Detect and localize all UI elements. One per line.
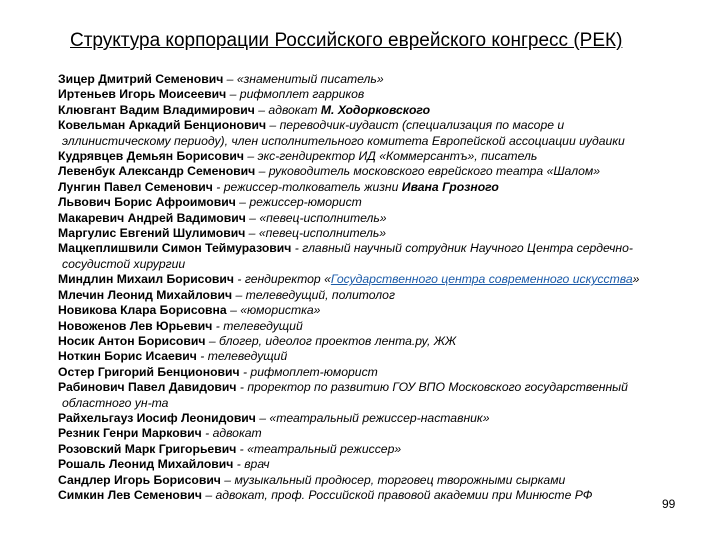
person-description: - «театральный режиссер» bbox=[236, 441, 402, 456]
list-item bbox=[58, 272, 664, 287]
person-description: – музыкальный продюсер, торговец творожными сырками bbox=[220, 472, 566, 487]
person-name: Ноткин Борис Исаевич bbox=[58, 349, 197, 364]
list-item bbox=[58, 211, 664, 226]
description-suffix: » bbox=[632, 272, 640, 287]
person-name: Маргулис Евгений Шулимович bbox=[58, 226, 246, 241]
page-number: 99 bbox=[662, 497, 676, 511]
list-item bbox=[58, 319, 664, 334]
person-description: – «юмористка» bbox=[226, 303, 321, 318]
person-name: Мацкеплишвили Симон Теймуразович bbox=[58, 241, 292, 256]
person-name: Кудрявцев Демьян Борисович bbox=[58, 149, 244, 164]
list-item bbox=[58, 288, 664, 303]
member-list bbox=[58, 72, 664, 503]
person-name: Иртеньев Игорь Моисеевич bbox=[58, 87, 227, 102]
emphasized-name: М. Ходорковского bbox=[320, 102, 431, 117]
list-item bbox=[58, 442, 664, 457]
person-description: - рифмоплет-юморист bbox=[239, 364, 378, 379]
person-name: Новоженов Лев Юрьевич bbox=[58, 318, 213, 333]
person-description: – «певец-исполнитель» bbox=[245, 226, 387, 241]
person-description: – «знаменитый писатель» bbox=[223, 72, 384, 86]
person-description: – «певец-исполнитель» bbox=[245, 210, 387, 225]
list-item bbox=[58, 473, 664, 488]
list-item bbox=[58, 226, 664, 241]
person-description: - телеведущий bbox=[212, 318, 303, 333]
list-item bbox=[58, 488, 664, 503]
person-name: Ковельман Аркадий Бенционович bbox=[58, 118, 267, 133]
organization-link[interactable]: Государственного центра современного искусства bbox=[330, 272, 633, 287]
list-item bbox=[58, 365, 664, 380]
person-description: – режиссер-юморист bbox=[235, 195, 362, 210]
list-item bbox=[58, 334, 664, 349]
person-description: - телеведущий bbox=[196, 349, 288, 364]
person-name: Сандлер Игорь Борисович bbox=[58, 472, 221, 487]
list-item bbox=[58, 164, 664, 179]
person-description: - главный научный сотрудник Научного Центра сердечно-сосудистой хирургии bbox=[62, 241, 633, 271]
person-name: Лунгин Павел Семенович bbox=[58, 179, 213, 194]
list-item bbox=[58, 118, 664, 149]
person-description: – «театральный режиссер-наставник» bbox=[255, 410, 490, 425]
person-description: – телеведущий, политолог bbox=[232, 287, 395, 302]
list-item bbox=[58, 149, 664, 164]
person-name: Остер Григорий Бенционович bbox=[58, 364, 240, 379]
list-item bbox=[58, 380, 664, 411]
person-name: Макаревич Андрей Вадимович bbox=[58, 210, 246, 225]
person-description: - режиссер-толкователь жизни bbox=[212, 179, 402, 194]
person-description: – блогер, идеолог проектов лента.ру, ЖЖ bbox=[205, 333, 457, 348]
person-description: - адвокат bbox=[201, 426, 262, 441]
person-name: Рабинович Павел Давидович bbox=[58, 380, 237, 395]
list-item bbox=[58, 72, 664, 87]
person-description: - проректор по развитию ГОУ ВПО Московского государственный областного ун-та bbox=[62, 380, 628, 410]
list-item bbox=[58, 411, 664, 426]
person-name: Резник Генри Маркович bbox=[58, 426, 202, 441]
list-item bbox=[58, 195, 664, 210]
person-name: Миндлин Михаил Борисович bbox=[58, 272, 234, 287]
person-description: – экс-гендиректор ИД «Коммерсантъ», писатель bbox=[243, 149, 538, 164]
list-item bbox=[58, 457, 664, 472]
emphasized-name: Ивана Грозного bbox=[401, 179, 499, 194]
person-name: Клювгант Вадим Владимирович bbox=[58, 102, 255, 117]
list-item bbox=[58, 241, 664, 272]
list-item bbox=[58, 180, 664, 195]
person-name: Левенбук Александр Семенович bbox=[58, 164, 256, 179]
person-description: – переводчик-иудаист (специализация по масоре и эллинистическому периоду), член исполнительного комитета Европейской ассоциации иудаики bbox=[62, 118, 625, 148]
person-description: - гендиректор « bbox=[233, 272, 331, 287]
person-name: Млечин Леонид Михайлович bbox=[58, 287, 233, 302]
person-description: - врач bbox=[233, 457, 270, 472]
person-description: – руководитель московского еврейского театра «Шалом» bbox=[255, 164, 600, 179]
person-name: Рошаль Леонид Михайлович bbox=[58, 457, 234, 472]
person-name: Львович Борис Афроимович bbox=[58, 195, 236, 210]
list-item bbox=[58, 103, 664, 118]
person-name: Райхельгауз Иосиф Леонидович bbox=[58, 410, 256, 425]
person-description: – рифмоплет гарриков bbox=[226, 87, 365, 102]
list-item bbox=[58, 349, 664, 364]
person-name: Симкин Лев Семенович bbox=[58, 487, 202, 502]
slide-title: Структура корпорации Российского еврейского конгресс (РЕК) bbox=[70, 30, 623, 51]
person-name: Зицер Дмитрий Семенович bbox=[58, 72, 224, 86]
list-item bbox=[58, 426, 664, 441]
person-name: Новикова Клара Борисовна bbox=[58, 303, 227, 318]
list-item bbox=[58, 87, 664, 102]
list-item bbox=[58, 303, 664, 318]
person-description: – адвокат bbox=[254, 102, 321, 117]
person-description: – адвокат, проф. Российской правовой академии при Минюсте РФ bbox=[201, 487, 593, 502]
person-name: Розовский Марк Григорьевич bbox=[58, 441, 237, 456]
person-name: Носик Антон Борисович bbox=[58, 333, 206, 348]
